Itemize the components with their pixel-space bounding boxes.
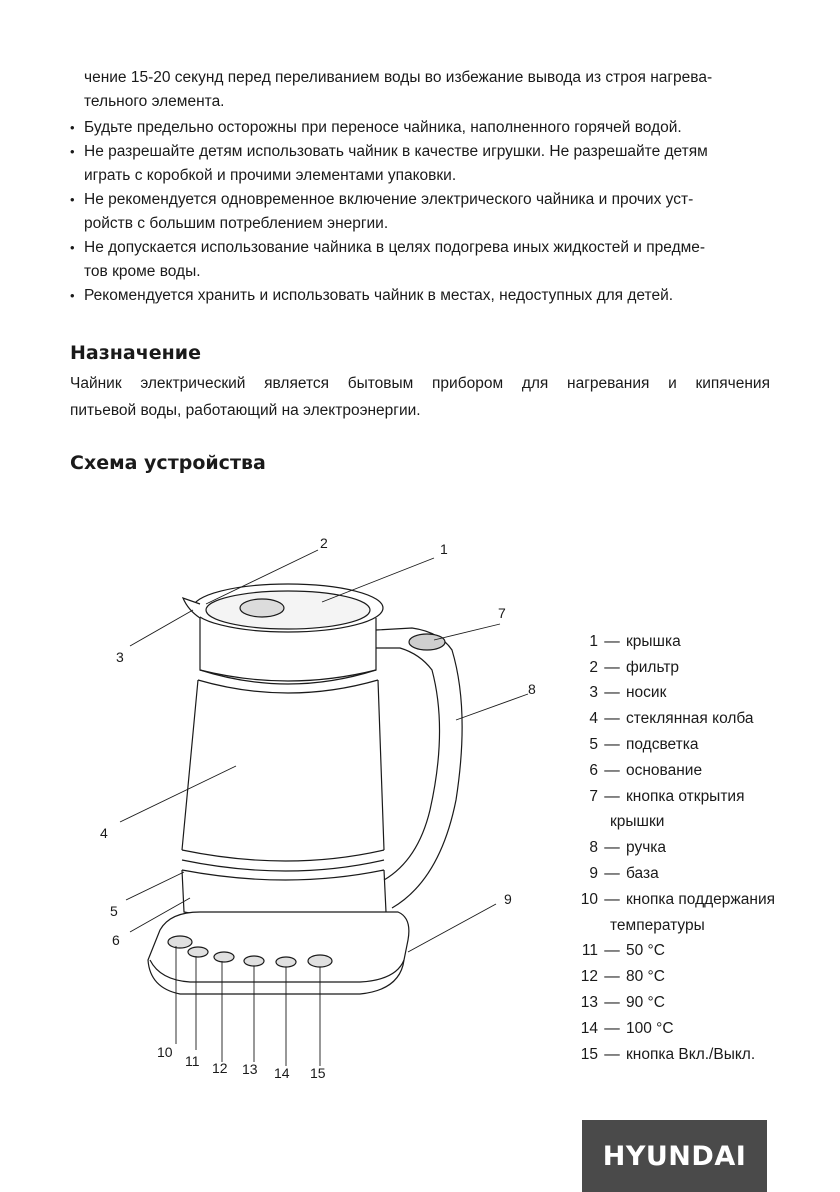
text-line: Чайник электрический является бытовым прибором для нагревания и кипячения: [70, 375, 770, 392]
legend-dash: —: [604, 865, 620, 883]
callout-1: 1: [440, 541, 448, 557]
text-line: ройств с большим потреблением энергии.: [84, 215, 389, 232]
legend-number: 12: [580, 968, 598, 986]
legend-number: 8: [589, 839, 598, 857]
legend-number: 10: [580, 890, 598, 908]
lid-button: [240, 599, 284, 617]
warning-item: [70, 188, 770, 236]
text-line: • Не рекомендуется одновременное включение электрического чайника и прочих уст-: [84, 191, 694, 208]
base-button: [168, 936, 192, 948]
legend-text: 80 °C: [626, 968, 665, 986]
legend-number: 11: [581, 942, 598, 960]
legend-number: 13: [580, 994, 598, 1012]
legend-text-continued: температуры: [610, 916, 705, 934]
base-button: [308, 955, 332, 967]
text-line: чение 15-20 секунд перед переливанием воды во избежание вывода из строя нагрева-: [84, 69, 713, 86]
legend-row: [560, 732, 800, 758]
legend-number: 9: [589, 865, 598, 883]
legend-row: [560, 629, 800, 655]
light-ring: [182, 850, 384, 880]
base-button: [276, 957, 296, 967]
text-line: играть с коробкой и прочими элементами упаковки.: [84, 167, 457, 184]
text-line: • Не допускается использование чайника в целях подогрева иных жидкостей и предме-: [84, 239, 706, 256]
legend-text: база: [626, 865, 659, 883]
glass-body: [182, 680, 384, 850]
scheme-heading: Схема устройства: [70, 452, 266, 474]
legend-dash: —: [604, 658, 620, 676]
legend-text: кнопка поддержания: [626, 890, 776, 908]
legend-row: [560, 784, 800, 810]
legend-text-continued: крышки: [610, 813, 665, 831]
legend-text: подсветка: [626, 736, 699, 754]
legend-dash: —: [604, 710, 620, 728]
legend-text: крышка: [626, 632, 681, 650]
warning-item: [70, 236, 770, 284]
legend-dash: —: [604, 787, 620, 805]
legend-row: [560, 655, 800, 681]
legend-number: 3: [589, 684, 598, 702]
leader-line: [322, 558, 434, 602]
lid-release-button: [409, 634, 445, 650]
warning-item: [70, 116, 770, 140]
legend-text: 50 °C: [626, 942, 665, 960]
legend-dash: —: [604, 761, 620, 779]
callout-7: 7: [498, 605, 506, 621]
legend-text: кнопка открытия: [626, 787, 745, 805]
leader-line: [126, 872, 184, 900]
legend-number: 1: [589, 632, 598, 650]
handle-inner: [376, 648, 440, 880]
legend-text: стеклянная колба: [626, 710, 754, 728]
purpose-heading: Назначение: [70, 342, 201, 364]
callout-3: 3: [116, 649, 124, 665]
legend-text: кнопка Вкл./Выкл.: [626, 1045, 756, 1063]
legend-row: [560, 887, 800, 913]
legend-text: носик: [626, 684, 667, 702]
callout-2: 2: [320, 535, 328, 551]
warnings-list: [70, 66, 770, 308]
kettle-illustration: [148, 584, 462, 994]
legend-number: 5: [589, 736, 598, 754]
legend-row: [560, 758, 800, 784]
text-line: • Рекомендуется хранить и использовать чайник в местах, недоступных для детей.: [84, 287, 674, 304]
handle-outer: [376, 628, 462, 908]
leader-line: [408, 904, 496, 952]
leader-line: [130, 610, 193, 646]
base-button: [244, 956, 264, 966]
callout-10: 10: [157, 1044, 173, 1060]
callout-9: 9: [504, 891, 512, 907]
callout-15: 15: [310, 1065, 326, 1081]
warning-item: [70, 284, 770, 308]
legend-row: [560, 964, 800, 990]
base-button: [214, 952, 234, 962]
legend-dash: —: [604, 968, 620, 986]
callout-5: 5: [110, 903, 118, 919]
text-line: • Будьте предельно осторожны при переносе чайника, наполненного горячей водой.: [84, 119, 682, 136]
text-line: • Не разрешайте детям использовать чайник в качестве игрушки. Не разрешайте детям: [84, 143, 708, 160]
callout-13: 13: [242, 1061, 258, 1077]
kettle-diagram: [0, 520, 560, 1090]
legend-number: 15: [580, 1045, 598, 1063]
leader-line: [434, 624, 500, 640]
legend-dash: —: [604, 994, 620, 1012]
legend-row: [560, 861, 800, 887]
lid-inner: [206, 591, 370, 629]
warning-item: [70, 140, 770, 188]
leader-line: [120, 766, 236, 822]
legend-number: 6: [589, 761, 598, 779]
legend-number: 4: [589, 710, 598, 728]
text-line: питьевой воды, работающий на электроэнергии.: [70, 402, 421, 419]
legend-row: [560, 706, 800, 732]
purpose-text: [70, 370, 770, 424]
text-line: тов кроме воды.: [84, 263, 201, 280]
legend-row: [560, 990, 800, 1016]
parts-legend: [560, 629, 800, 1068]
legend-number: 14: [580, 1019, 598, 1037]
text-line: тельного элемента.: [84, 93, 225, 110]
base-button: [188, 947, 208, 957]
legend-dash: —: [604, 684, 620, 702]
legend-dash: —: [604, 1045, 620, 1063]
legend-text: фильтр: [626, 658, 680, 676]
callout-6: 6: [112, 932, 120, 948]
legend-row: [560, 939, 800, 965]
legend-text: основание: [626, 761, 703, 779]
callout-4: 4: [100, 825, 108, 841]
callout-8: 8: [528, 681, 536, 697]
legend-dash: —: [604, 890, 620, 908]
legend-text: ручка: [626, 839, 667, 857]
callout-12: 12: [212, 1060, 228, 1076]
legend-row: [560, 835, 800, 861]
legend-number: 2: [589, 658, 598, 676]
legend-row: [560, 1042, 800, 1068]
legend-dash: —: [604, 736, 620, 754]
legend-text: 90 °C: [626, 994, 665, 1012]
legend-dash: —: [604, 942, 620, 960]
leader-line: [456, 694, 528, 720]
legend-dash: —: [604, 632, 620, 650]
legend-dash: —: [604, 839, 620, 857]
legend-number: 7: [589, 787, 598, 805]
legend-row: [560, 681, 800, 707]
legend-row: [560, 1016, 800, 1042]
legend-text: 100 °C: [626, 1019, 674, 1037]
callout-11: 11: [185, 1053, 200, 1069]
hyundai-logo: HYUNDAI: [582, 1120, 767, 1192]
warning-continuation: [70, 66, 770, 114]
callout-14: 14: [274, 1065, 290, 1081]
legend-dash: —: [604, 1019, 620, 1037]
